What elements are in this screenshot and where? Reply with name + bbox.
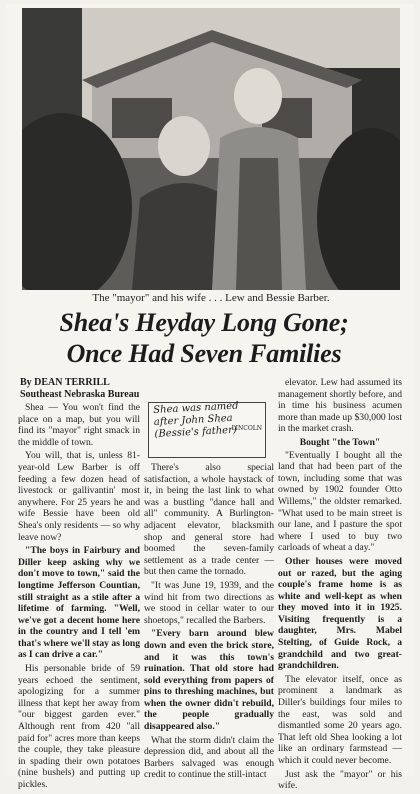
byline-name: By DEAN TERRILL <box>20 377 110 388</box>
headline-line-2: Once Had Seven Families <box>66 339 342 368</box>
paragraph: "The boys in Fairbury and Diller keep asking why we don't move to town," said the longtime Jefferson Countian, still straight as a stile after a lifetime of farming. "Well, we've got a decent home here in the country and I tell 'em that's where we'll stay as long as I can drive a car." <box>18 545 140 661</box>
paragraph: Just ask the "mayor" or his wife. <box>278 768 402 792</box>
paragraph: Other houses were moved out or razed, but the aging couple's frame home is as white and well-kept as when they moved into it in 1925. Visiting frequently is a daughter, Mrs. Mabel Stelting, of Guide Rock, a grandchild and two great-grandchildren. <box>278 555 402 672</box>
headline-line-1: Shea's Heyday Long Gone; <box>59 308 349 337</box>
paragraph: elevator. Lew had assumed its management shortly before, and in time his business acumen more than made up $30,000 lost in the market crash. <box>278 377 402 435</box>
paragraph: "Every barn around blew down and even the brick store, and it was this town's ruination. That old store had sold everything from papers of pins to threshing machines, but when the owner didn't rebuild, the people gradually disappeared also." <box>144 628 274 733</box>
couple-photo <box>22 8 400 290</box>
paragraph: You will, that is, unless 81-year-old Lew Barber is off feeding a few dozen head of livestock or gallivantin' most anywhere. For 25 years he and wife Bessie have been old Shea's only residents — so why leave now? <box>18 450 140 543</box>
paragraph: Shea — You won't find the place on a map, but you will find its "mayor" right smack in the middle of town. <box>18 402 140 448</box>
paragraph: The elevator itself, once as prominent a landmark as Diller's buildings four miles to the east, was sold and dismantled some 20 years ago. That left old Shea looking a lot like an ordinary farmstead — which it could never become. <box>278 673 402 766</box>
photo-caption: The "mayor" and his wife . . . Lew and Bessie Barber. <box>92 292 330 304</box>
byline <box>20 377 139 401</box>
stamp-text: LINCOLN <box>231 425 262 432</box>
paragraph: His personable bride of 59 years echoed the sentiment, apologizing for a summer illness that kept her away from "our biggest garden ever." Although rent from 420 "all paid for" acres more than keeps the couple, they take pleasure in spading their own potatoes (nine bushels) and putting up pickles. <box>18 663 140 790</box>
handwritten-note-text: Shea was named after John Shea (Bessie's father) <box>153 400 239 440</box>
paragraph: "It was June 19, 1939, and the wind hit from two directions as we stood in cellar water to our shoetops," recalled the Barbers. <box>144 579 274 626</box>
subheading: Bought "the Town" <box>299 436 381 448</box>
paragraph: What the storm didn't claim the depression did, and about all the Barbers salvaged was enough credit to continue the still-intact <box>144 734 274 781</box>
handwritten-note <box>148 402 266 458</box>
paragraph: There's also special satisfaction, a whole haystack of it, in being the last link to what was a bustling "dance hall and all" community. A Burlington-adjacent elevator, blacksmith shop and general store had boomed the seven-family settlement as a trade center — but then came the tornado. <box>144 462 274 578</box>
paragraph: "Eventually I bought all the land that had been part of the town, including some that was owned by 1902 founder Otto Willems," the oldster remarked. "What used to be main street is our lane, and I pasture the spot where I used to buy two carloads of wheat a day." <box>278 449 402 554</box>
article-column-2 <box>144 462 274 783</box>
photo-illustration <box>22 8 400 290</box>
article-column-1 <box>18 402 140 793</box>
article-column-3 <box>278 377 402 794</box>
byline-bureau: Southeast Nebraska Bureau <box>20 389 140 400</box>
headline <box>4 307 404 369</box>
